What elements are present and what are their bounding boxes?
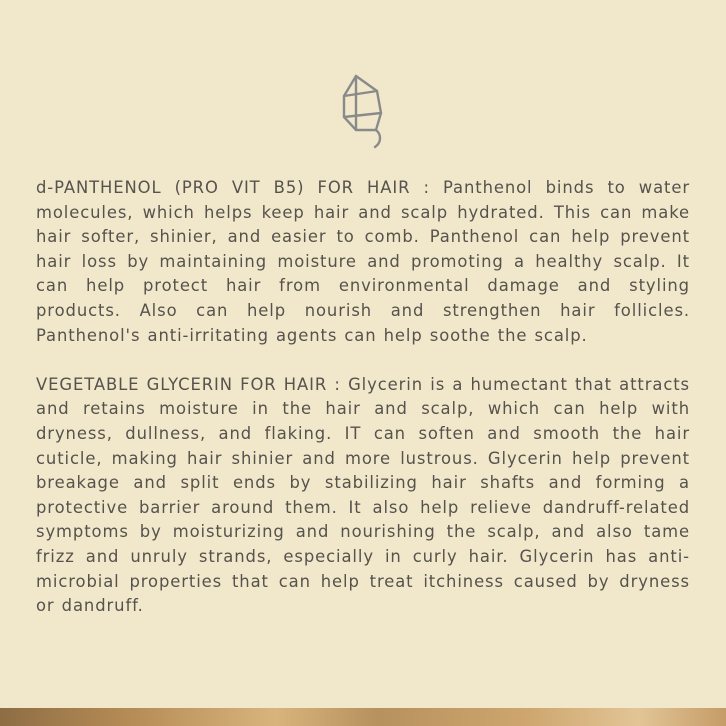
decorative-gold-bar [0,708,726,726]
glycerin-paragraph: VEGETABLE GLYCERIN FOR HAIR : Glycerin is a humectant that attracts and retains moisture in the hair and scalp, which can help with dryness, dullness, and flaking. IT can soften and smooth the hair cuticle, making hair shinier and more lustrous. Glycerin help prevent breakage and split ends by stabilizing hair shafts and forming a protective barrier around them. It also help relieve dandruff-related symptoms by moisturizing and nourishing the scalp, and also tame frizz and unruly strands, especially in curly hair. Glycerin has anti-microbial properties that can help treat itchiness caused by dryness or dandruff. [36,374,690,616]
panthenol-paragraph: d-PANTHENOL (PRO VIT B5) FOR HAIR : Panthenol binds to water molecules, which helps keep hair and scalp hydrated. This can make hair softer, shinier, and easier to comb. Panthenol can help prevent hair loss by maintaining moisture and promoting a healthy scalp. It can help protect hair from environmental damage and styling products. Also can help nourish and strengthen hair follicles. Panthenol's anti-irritating agents can help soothe the scalp. [36,178,690,345]
article-content [36,176,690,619]
leaf-q-monogram-icon [338,73,388,149]
